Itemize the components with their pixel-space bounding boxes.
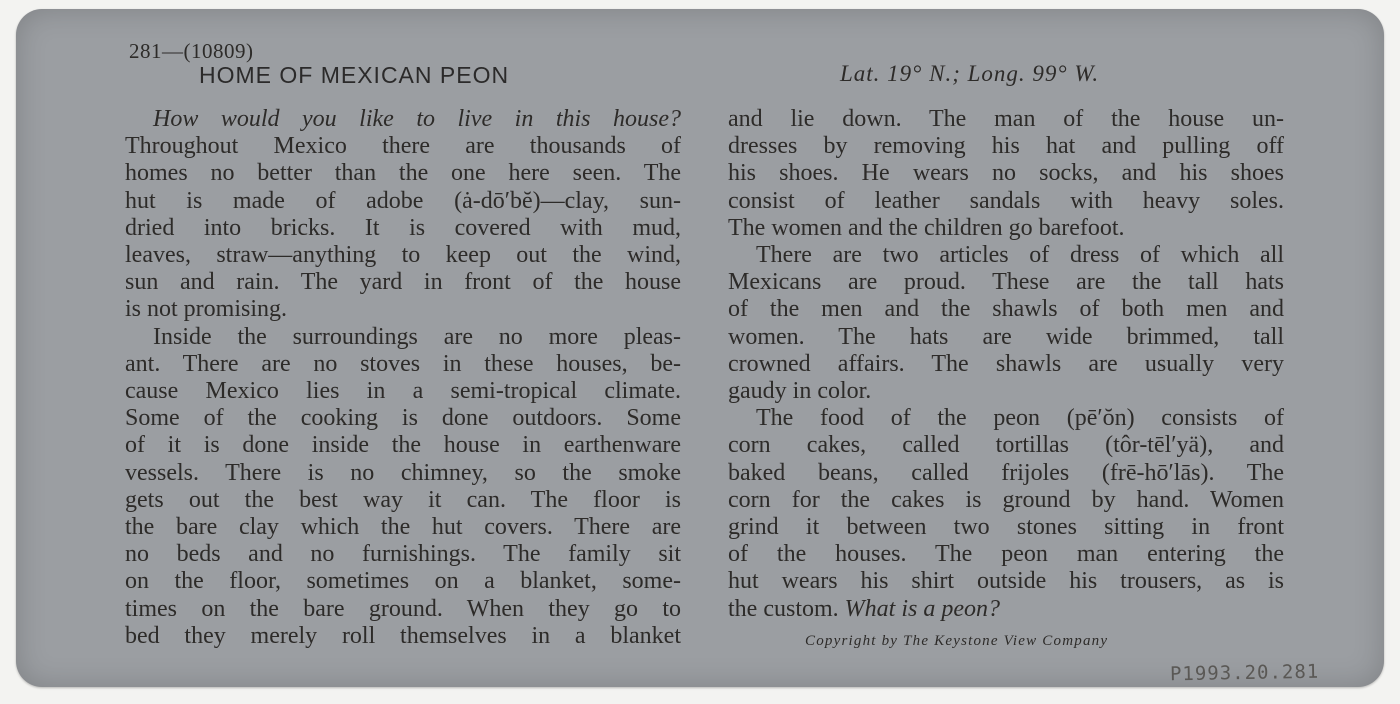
text-line: of it is done inside the house in earthenware <box>125 432 681 459</box>
opening-question: How would you like to live in this house? <box>153 106 681 132</box>
right-text-column <box>728 106 1284 623</box>
text-line: dresses by removing his hat and pulling off <box>728 133 1284 160</box>
text-line: of the houses. The peon man entering the <box>728 541 1284 568</box>
text-line: Throughout Mexico there are thousands of <box>125 133 681 160</box>
text-line: dried into bricks. It is covered with mud, <box>125 214 681 241</box>
text-line: the bare clay which the hut covers. There are <box>125 514 681 541</box>
text-line: of the men and the shawls of both men and <box>728 296 1284 323</box>
final-text-line <box>728 596 1284 623</box>
text-line: baked beans, called frijoles (frē-hō′lās). The <box>728 459 1284 486</box>
closing-question: What is a peon? <box>844 595 1000 622</box>
copyright-notice: Copyright by The Keystone View Company <box>805 633 1109 649</box>
text-line: ant. There are no stoves in these houses, be- <box>125 350 681 377</box>
text-line: Mexicans are proud. These are the tall hats <box>728 269 1284 296</box>
coordinates: Lat. 19° N.; Long. 99° W. <box>840 61 1100 86</box>
text-line: vessels. There is no chimney, so the smoke <box>125 459 681 486</box>
text-line: gets out the best way it can. The floor is <box>125 486 681 513</box>
text-line: grind it between two stones sitting in front <box>728 514 1284 541</box>
text-line: sun and rain. The yard in front of the house <box>125 269 681 296</box>
text-line: There are two articles of dress of which all <box>756 242 1284 269</box>
catalog-number: 281—(10809) <box>129 39 254 63</box>
text-line: women. The hats are wide brimmed, tall <box>728 323 1284 350</box>
text-line: hut wears his shirt outside his trousers, as is <box>728 568 1284 595</box>
stereograph-card-back <box>16 9 1384 687</box>
text-line: leaves, straw—anything to keep out the wind, <box>125 242 681 269</box>
accession-number: P1993.20.281 <box>1169 660 1320 686</box>
text-line: homes no better than the one here seen. The <box>125 160 681 187</box>
text-line: his shoes. He wears no socks, and his shoes <box>728 160 1284 187</box>
text-line: The food of the peon (pē′ŏn) consists of <box>756 405 1284 432</box>
text-line: gaudy in color. <box>728 378 872 405</box>
text-line: no beds and no furnishings. The family sit <box>125 541 681 568</box>
text-line: The women and the children go barefoot. <box>728 214 1125 241</box>
text-line: times on the bare ground. When they go to <box>125 595 681 622</box>
text-line: Inside the surroundings are no more pleas- <box>153 323 681 350</box>
text-line: crowned affairs. The shawls are usually very <box>728 350 1284 377</box>
text-line: is not promising. <box>125 296 288 323</box>
text-line: consist of leather sandals with heavy soles. <box>728 187 1284 214</box>
text-line: hut is made of adobe (ȧ-dō′bĕ)—clay, sun- <box>125 187 681 214</box>
text-line: corn cakes, called tortillas (tôr-tēl′yä), and <box>728 432 1284 459</box>
text-line: Some of the cooking is done outdoors. Some <box>125 405 681 432</box>
text-line: and lie down. The man of the house un- <box>728 106 1284 132</box>
text-line: corn for the cakes is ground by hand. Women <box>728 486 1284 513</box>
text-line: cause Mexico lies in a semi-tropical climate. <box>125 378 681 405</box>
text-line: on the floor, sometimes on a blanket, some- <box>125 568 681 595</box>
text-line: bed they merely roll themselves in a blanket <box>125 622 681 649</box>
page-title: HOME OF MEXICAN PEON <box>199 62 510 88</box>
final-line-text: the custom. <box>728 595 839 622</box>
left-text-column <box>125 106 681 650</box>
